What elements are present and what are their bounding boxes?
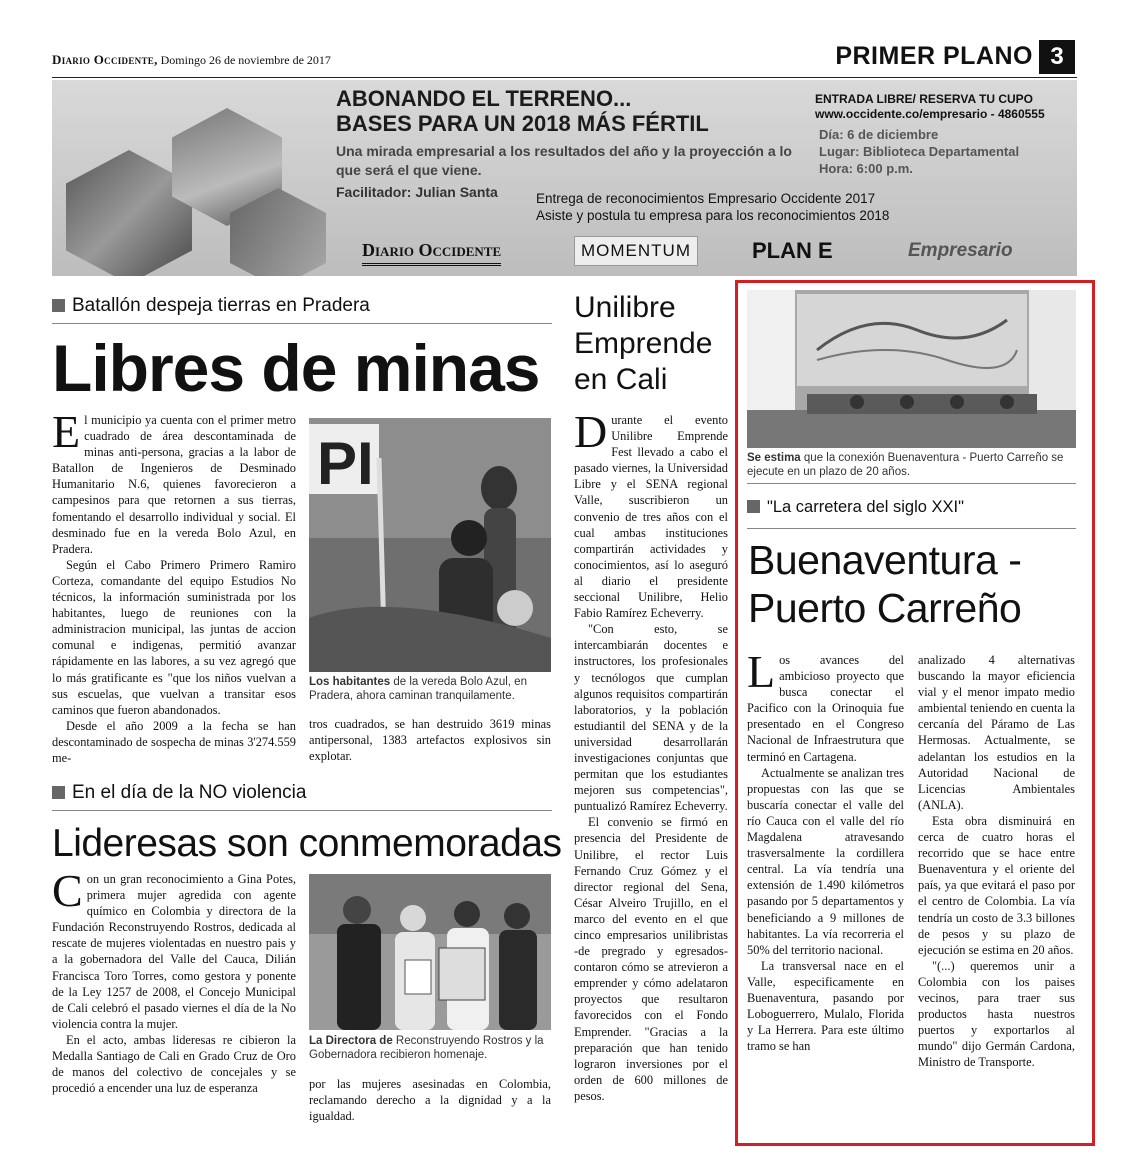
paragraph: "Con esto, se intercambiarán docentes e instructores, los profesionales y tecnólogos que cumplan algunos requisitos compartirán laboratorios, y la población estudiantil del SENA y de la universidad desarrollarán investigaciones conjuntas que permitan que los estudiantes mejoren sus competencias", puntualizó Ramírez Echeverry. — [574, 622, 728, 814]
divider — [52, 323, 552, 324]
diario-occidente-logo: Diario Occidente — [362, 238, 501, 266]
article1-column1 — [52, 412, 296, 772]
paragraph: analizado 4 alternativas buscando la mayor eficiencia vial y el menor impato medio ambiental teniendo en cuenta la cercanía del Páramo de Las Hermosas. Actualmente, se adelantan los estudios en la Autoridad Nacional de Licencias Ambientales (ANLA). — [918, 653, 1075, 812]
article4-headline[interactable] — [748, 536, 1021, 632]
ad-award-line2: Asiste y postula tu empresa para los reconocimientos 2018 — [536, 208, 890, 223]
paragraph: tros cuadrados, se han destruido 3619 minas antipersonal, 1383 artefactos explosivos sin explotar. — [309, 717, 551, 764]
paragraph: urante el evento Unilibre Emprende Fest llevado a cabo el pasado viernes, la Universidad Libre y el SENA regional Valle, suscribieron un convenio de tres años con el cual ambas instituciones compartirán actividades y conocimientos, así lo aseguró al diario el presidente seccional Unilibre, Helio Fabio Ramírez Echeverry. — [574, 413, 728, 621]
paragraph: on un gran reconocimiento a Gina Potes, primera mujer agredida con agente químico en Colombia y directora de la Fundación Reconstruyendo Rostros, dedicada al rescate de mujeres violentadas en nuestro pais y a la gobernadora del Valle del Cauca, Dilián Francisca Toro Torres, como gestora y ponente de la Ley 1257 de 2008, el Concejo Municipal de Cali celebró el pasado viernes el día de la No violencia contra la mujer. — [52, 872, 296, 1031]
article4-caption — [747, 451, 1076, 479]
article4-column2 — [918, 652, 1075, 1132]
paragraph: El convenio se firmó en presencia del Presidente de Unilibre, el rector Luis Fernando Cruz Gómez y el director regional del Sena, César Alveiro Trujillo, en el marco del evento en el que cinco empresarios unilibristas -de pregrado y egresados- contaron cómo se atrevieron a emprender y cómo adelataron proyectos que resultaron favorecidos con el Fondo Emprender. "Gracias a la preparación que han tenido lograron inversiones por el orden de 600 millones de pesos. — [574, 815, 728, 1103]
ad-award-text — [536, 190, 889, 224]
paragraph: Actualmente se analizan tres propuestas con las que se buscaría conectar el valle del río Cauca con el valle del río Magdalena atravesando trasversalmente la cordillera central. La vía tendría una extensión de 1.490 kilómetros pasando por 5 departamentos y beneficiando a 9 millones de habitantes. La vía recorreria el 50% del territorio nacional. — [747, 765, 904, 957]
article1-kicker-text: Batallón despeja tierras en Pradera — [72, 295, 370, 316]
paper-name: Diario Occidente, — [52, 52, 158, 67]
square-bullet-icon — [747, 500, 760, 513]
ad-time: Hora: 6:00 p.m. — [819, 161, 913, 176]
caption-text: que la conexión Buenaventura - Puerto Carreño se ejecute en un plazo de 20 años. — [747, 452, 1064, 478]
ad-event-details — [819, 126, 1019, 177]
headline-line: Buenaventura - — [748, 537, 1022, 583]
ad-award-line1: Entrega de reconocimientos Empresario Occidente 2017 — [536, 191, 876, 206]
divider — [747, 483, 1076, 484]
caption-bold: Los habitantes — [309, 676, 391, 688]
caption-bold: La Directora de — [309, 1035, 393, 1047]
paragraph: l municipio ya cuenta con el primer metro cuadrado de área descontaminada de minas anti-persona, gracias a la labor de Batallon de Ingenieros de Desminado Humanitario N.6, quienes favorecieron a campesinos para que retornen a sus tierras, fomentando el desarrollo individual y social. El desminado fue en la vereda Bolo Azul, en Pradera. — [52, 413, 296, 556]
ad-title — [336, 86, 709, 136]
ad-place: Lugar: Biblioteca Departamental — [819, 144, 1020, 159]
issue-date: Domingo 26 de noviembre de 2017 — [160, 53, 331, 67]
ad-title-line2: BASES PARA UN 2018 MÁS FÉRTIL — [336, 111, 709, 136]
ad-facilitator: Facilitador: Julian Santa — [336, 184, 498, 200]
caption-bold: Se estima — [747, 452, 801, 464]
article1-caption — [309, 675, 551, 703]
plan-e-logo: PLAN E — [752, 238, 833, 263]
paragraph: En el acto, ambas lideresas re cibieron la Medalla Santiago de Cali en Grado Cruz de Oro de manos del colectivo de concejales y se procedió a encender una luz de esperanza — [52, 1032, 296, 1096]
paragraph: Esta obra disminuirá en cerca de cuatro horas el recorrido que se hace entre Buenaventura y el oriente del país, ya que evitará el paso por el centro de Colombia. La vía tendría un costo de 3.3 billones de pesos y su plazo de ejecución se estima en 20 años. — [918, 813, 1075, 957]
article2-column2 — [309, 1076, 551, 1132]
masthead — [52, 52, 331, 68]
page-header — [52, 40, 1077, 78]
honorees-illustration — [309, 874, 551, 1030]
empresario-logo: Empresario — [908, 240, 1013, 261]
deminers-illustration — [309, 418, 551, 672]
divider — [52, 810, 552, 811]
paragraph: Según el Cabo Primero Primero Ramiro Corteza, comandante del equipo Estudios No técnicos, la información suministrada por los habitantes, luego de reuniones con la administracion municipal, las juntas de accion comunal e indigenas, permitió avanzar rápidamente en las labores, a su vez agregó que lo más gratificante es "que los niños vuelvan a sus escuelas, que vuelvan a transitar esos caminos que fueron abandonados. — [52, 557, 296, 717]
event-ad-banner[interactable] — [52, 80, 1077, 276]
ad-subtitle: Una mirada empresarial a los resultados del año y la proyección a lo que será el que viene. — [336, 143, 792, 178]
drop-cap: D — [574, 412, 608, 457]
drop-cap: E — [52, 412, 81, 457]
headline-line: en Cali — [574, 363, 668, 396]
svg-text:PI: PI — [317, 430, 374, 497]
headline-line: Unilibre — [574, 291, 676, 324]
article3-headline[interactable] — [574, 290, 712, 398]
paragraph: La transversal nace en el Valle, especificamente en Buenaventura, pasando por Loboguerrero, Mulalo, Florida y La Herrera. Para este último tramo se han — [747, 958, 904, 1054]
article2-caption — [309, 1034, 551, 1062]
caption-text: Reconstruyendo Rostros y la Gobernadora recibieron homenaje. — [309, 1035, 544, 1061]
square-bullet-icon — [52, 299, 65, 312]
ad-entry: ENTRADA LIBRE/ RESERVA TU CUPO — [815, 92, 1034, 106]
conference-illustration — [747, 290, 1076, 448]
article1-column2 — [309, 716, 551, 772]
article3-column — [574, 412, 728, 1132]
drop-cap: L — [747, 652, 776, 697]
ad-title-line1: ABONANDO EL TERRENO... — [336, 86, 632, 111]
caption-text: de la vereda Bolo Azul, en Pradera, ahora caminan tranquilamente. — [309, 676, 527, 702]
drop-cap: C — [52, 871, 83, 916]
divider — [747, 528, 1076, 529]
article4-photo-conference[interactable] — [747, 290, 1076, 448]
headline-line: Emprende — [574, 327, 713, 360]
article2-column1 — [52, 871, 296, 1131]
paragraph: Desde el año 2009 a la fecha se han descontaminado de sospecha de minas 3'274.559 me- — [52, 718, 296, 765]
article1-kicker — [52, 294, 552, 318]
headline-line: Puerto Carreño — [748, 585, 1022, 631]
article2-headline[interactable]: Lideresas son conmemoradas — [52, 822, 562, 865]
momentum-logo: MOMENTUM — [574, 236, 698, 266]
paragraph: os avances del ambicioso proyecto que busca conectar el Pacifico con la Orinoquia fue presentado en el Congreso Nacional de Infraestrutura que terminó en Cartagena. — [747, 653, 904, 764]
article2-photo-honorees[interactable] — [309, 874, 551, 1030]
article4-kicker — [747, 495, 1076, 519]
ad-registration — [815, 92, 1045, 122]
article2-kicker — [52, 781, 552, 805]
ad-sponsor-logos — [352, 232, 1052, 272]
page-number: 3 — [1039, 40, 1075, 74]
article4-kicker-text: "La carretera del siglo XXI" — [767, 498, 964, 516]
square-bullet-icon — [52, 786, 65, 799]
section-name: PRIMER PLANO — [835, 42, 1033, 70]
ad-contact-link[interactable]: www.occidente.co/empresario - 4860555 — [815, 107, 1045, 121]
article1-headline[interactable]: Libres de minas — [52, 331, 540, 405]
article2-kicker-text: En el día de la NO violencia — [72, 782, 307, 803]
paragraph: por las mujeres asesinadas en Colombia, reclamando derecho a la dignidad y a la igualdad. — [309, 1077, 551, 1124]
ad-day: Día: 6 de diciembre — [819, 127, 939, 142]
article4-column1 — [747, 652, 904, 1132]
paragraph: "(...) queremos unir a Colombia con los paises vecinos, para traer sus productos hasta nuestros puertos y exportarlos al mundo" dijo Germán Cardona, Ministro de Transporte. — [918, 958, 1075, 1070]
article1-photo-deminers[interactable] — [309, 418, 551, 672]
